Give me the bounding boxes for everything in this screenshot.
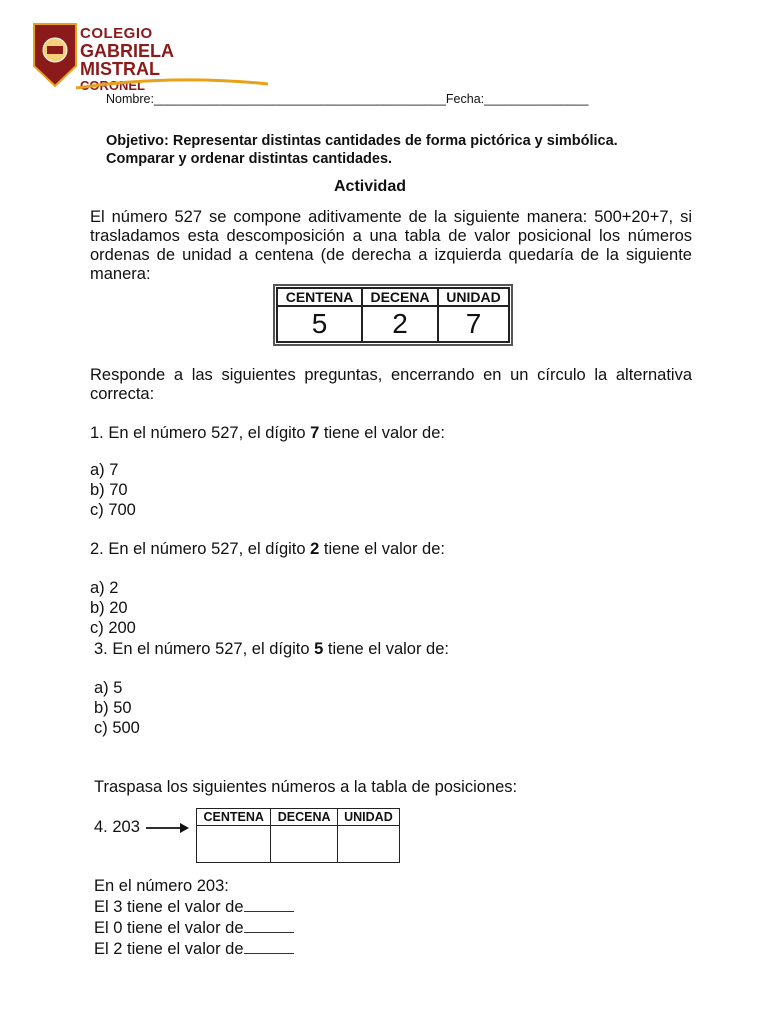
question-2-digit: 2	[310, 540, 320, 558]
objective	[106, 132, 666, 168]
table2-header-unidad: UNIDAD	[337, 809, 399, 826]
table1-value-centena: 5	[277, 306, 362, 342]
transfer-instruction: Traspasa los siguientes números a la tabla de posiciones:	[94, 778, 518, 796]
logo-line-2: GABRIELA MISTRAL	[80, 41, 174, 79]
option-q2-c[interactable]: c) 200	[90, 619, 136, 637]
name-label: Nombre:	[106, 92, 154, 106]
table1-value-unidad: 7	[438, 306, 509, 342]
value-line-3: El 3 tiene el valor de	[94, 896, 294, 917]
table2-header-decena: DECENA	[271, 809, 337, 826]
option-q1-a[interactable]: a) 7	[90, 461, 119, 479]
table1-header-unidad: UNIDAD	[438, 288, 509, 306]
value-line-2: El 2 tiene el valor de	[94, 938, 294, 959]
option-q1-b[interactable]: b) 70	[90, 481, 128, 499]
header-line	[106, 92, 588, 106]
question-1: 1. En el número 527, el dígito 7 tiene el valor de:	[90, 424, 445, 442]
objective-line-2: Comparar y ordenar distintas cantidades.	[106, 151, 393, 167]
answer-blank-0[interactable]	[244, 917, 294, 933]
option-q3-b[interactable]: b) 50	[94, 699, 132, 717]
answer-blank-3[interactable]	[244, 896, 294, 912]
logo-swoosh-icon	[76, 76, 268, 93]
table2-cell-centena[interactable]	[197, 826, 271, 863]
question-1-options	[90, 460, 136, 520]
question-3: 3. En el número 527, el dígito 5 tiene el valor de:	[94, 640, 449, 658]
question-2: 2. En el número 527, el dígito 2 tiene el valor de:	[90, 540, 445, 558]
name-field[interactable]: __________________________________________	[153, 92, 446, 106]
place-value-table-203	[196, 808, 400, 863]
logo-line-3: CORONEL	[80, 78, 145, 93]
option-q3-c[interactable]: c) 500	[94, 719, 140, 737]
right-arrow-icon	[146, 822, 190, 834]
value-line-0: El 0 tiene el valor de	[94, 917, 294, 938]
school-logo	[32, 22, 242, 93]
item-4-label: 4. 203	[94, 818, 140, 836]
intro-paragraph: El número 527 se compone aditivamente de la siguiente manera: 500+20+7, si trasladamos esta descomposición a una tabla de valor posicional los números ordenas de unidad a centena (de derecha a izquierda quedaría de la siguiente manera:	[90, 208, 692, 283]
place-value-table-example	[276, 287, 510, 343]
answer-blank-2[interactable]	[244, 938, 294, 954]
table2-header-centena: CENTENA	[197, 809, 271, 826]
number-203-intro: En el número 203:	[94, 877, 229, 895]
table1-header-centena: CENTENA	[277, 288, 362, 306]
question-3-digit: 5	[314, 640, 324, 658]
date-label: Fecha:	[445, 92, 485, 106]
option-q2-a[interactable]: a) 2	[90, 579, 119, 597]
table2-cell-decena[interactable]	[271, 826, 337, 863]
date-field[interactable]: _______________	[484, 92, 589, 106]
objective-line-1: Objetivo: Representar distintas cantidades de forma pictórica y simbólica.	[106, 133, 618, 149]
instructions: Responde a las siguientes preguntas, encerrando en un círculo la alternativa correcta:	[90, 366, 692, 403]
logo-line-1: COLEGIO	[80, 25, 153, 42]
table1-header-decena: DECENA	[362, 288, 438, 306]
question-3-options	[94, 678, 140, 738]
option-q1-c[interactable]: c) 700	[90, 501, 136, 519]
question-1-digit: 7	[310, 424, 320, 442]
number-203-section	[94, 876, 294, 959]
table1-value-decena: 2	[362, 306, 438, 342]
option-q3-a[interactable]: a) 5	[94, 679, 123, 697]
option-q2-b[interactable]: b) 20	[90, 599, 128, 617]
table2-cell-unidad[interactable]	[337, 826, 399, 863]
page-title: Actividad	[333, 178, 406, 195]
question-2-options	[90, 578, 136, 638]
school-crest-icon	[32, 22, 78, 88]
